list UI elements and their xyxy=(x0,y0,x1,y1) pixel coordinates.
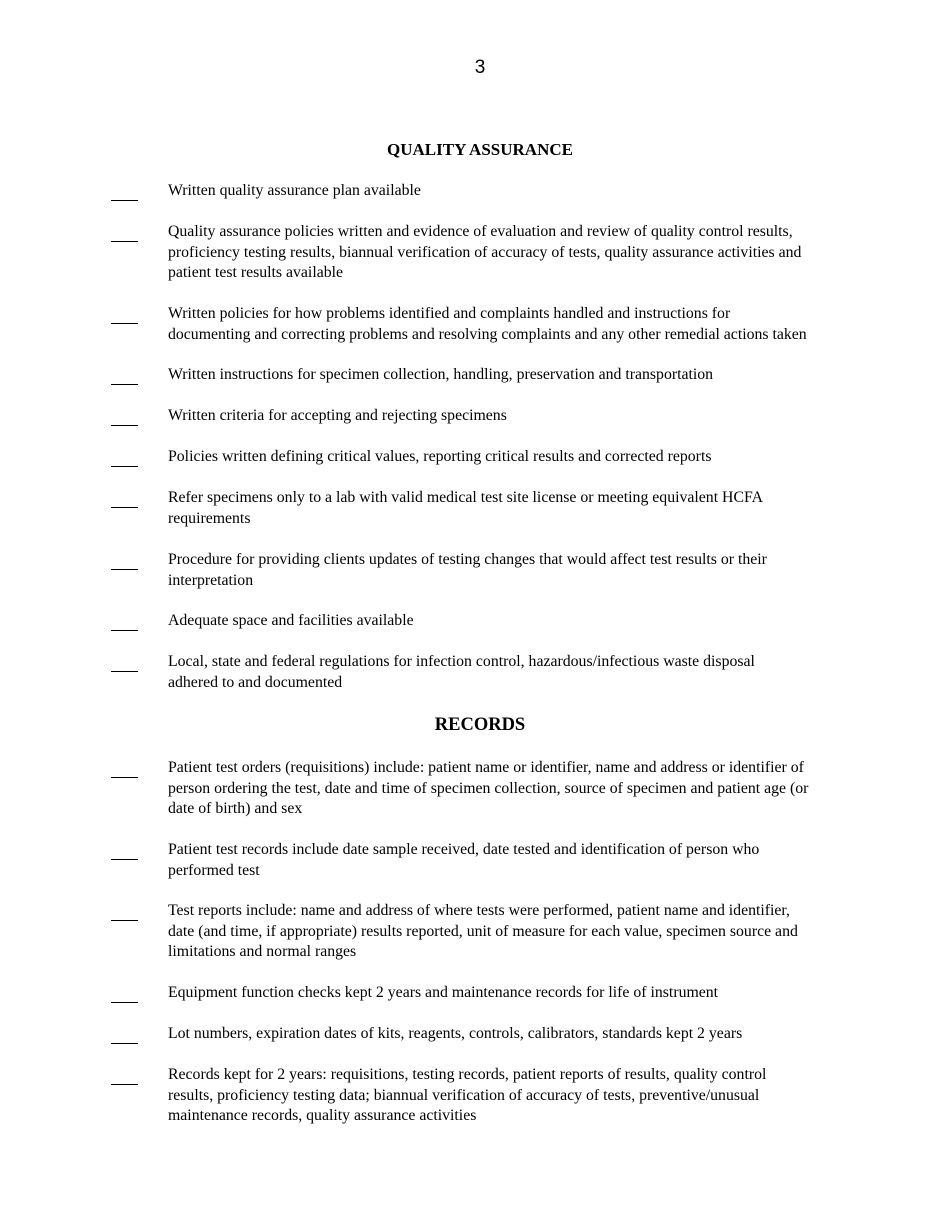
checkbox-blank[interactable] xyxy=(111,550,138,570)
qa-item-text: Quality assurance policies written and evidence of evaluation and review of quality control results, proficiency testing results, biannual verification of accuracy of tests, quality assurance activities and patient test results available xyxy=(168,223,802,282)
checkbox-blank[interactable] xyxy=(111,406,138,426)
checkbox-blank[interactable] xyxy=(111,652,138,672)
qa-item-text: Written policies for how problems identified and complaints handled and instructions for documenting and correcting problems and resolving complaints and any other remedial actions taken xyxy=(168,305,807,343)
records-item-text: Lot numbers, expiration dates of kits, reagents, controls, calibrators, standards kept 2 years xyxy=(168,1025,743,1042)
checkbox-blank[interactable] xyxy=(111,447,138,467)
checkbox-blank[interactable] xyxy=(111,365,138,385)
checkbox-blank[interactable] xyxy=(111,1024,138,1044)
records-heading: RECORDS xyxy=(434,715,526,735)
checkbox-blank[interactable] xyxy=(111,840,138,860)
checkbox-blank[interactable] xyxy=(111,181,138,201)
records-item-text: Patient test records include date sample received, date tested and identification of person who performed test xyxy=(168,841,760,879)
records-item-text: Records kept for 2 years: requisitions, testing records, patient reports of results, quality control results, proficiency testing data; biannual verification of accuracy of tests, preventive/unusual maintenance records, quality assurance activities xyxy=(168,1066,767,1125)
page-number: 3 xyxy=(474,57,486,78)
checkbox-blank[interactable] xyxy=(111,488,138,508)
qa-item-text: Policies written defining critical values, reporting critical results and corrected reports xyxy=(168,448,712,465)
qa-item-text: Written criteria for accepting and rejecting specimens xyxy=(168,407,507,424)
qa-item-text: Adequate space and facilities available xyxy=(168,612,414,629)
records-item-text: Equipment function checks kept 2 years and maintenance records for life of instrument xyxy=(168,984,719,1001)
records-item-text: Test reports include: name and address of where tests were performed, patient name and identifier, date (and time, if appropriate) results reported, unit of measure for each value, specimen source and limitations and normal ranges xyxy=(168,902,798,961)
qa-item-text: Refer specimens only to a lab with valid medical test site license or meeting equivalent HCFA requirements xyxy=(168,489,764,527)
checkbox-blank[interactable] xyxy=(111,1065,138,1085)
checkbox-blank[interactable] xyxy=(111,304,138,324)
quality-assurance-heading: QUALITY ASSURANCE xyxy=(387,140,573,159)
checkbox-blank[interactable] xyxy=(111,983,138,1003)
qa-item-text: Local, state and federal regulations for infection control, hazardous/infectious waste disposal adhered to and documented xyxy=(168,653,755,691)
qa-item-text: Written quality assurance plan available xyxy=(168,182,421,199)
checkbox-blank[interactable] xyxy=(111,222,138,242)
qa-item-text: Procedure for providing clients updates of testing changes that would affect test results or their interpretation xyxy=(168,551,767,589)
checkbox-blank[interactable] xyxy=(111,901,138,921)
checkbox-blank[interactable] xyxy=(111,611,138,631)
records-item-text: Patient test orders (requisitions) include: patient name or identifier, name and address or identifier of person ordering the test, date and time of specimen collection, source of specimen and patient age (or date of birth) and sex xyxy=(168,759,809,818)
checkbox-blank[interactable] xyxy=(111,758,138,778)
qa-item-text: Written instructions for specimen collection, handling, preservation and transportation xyxy=(168,366,714,383)
